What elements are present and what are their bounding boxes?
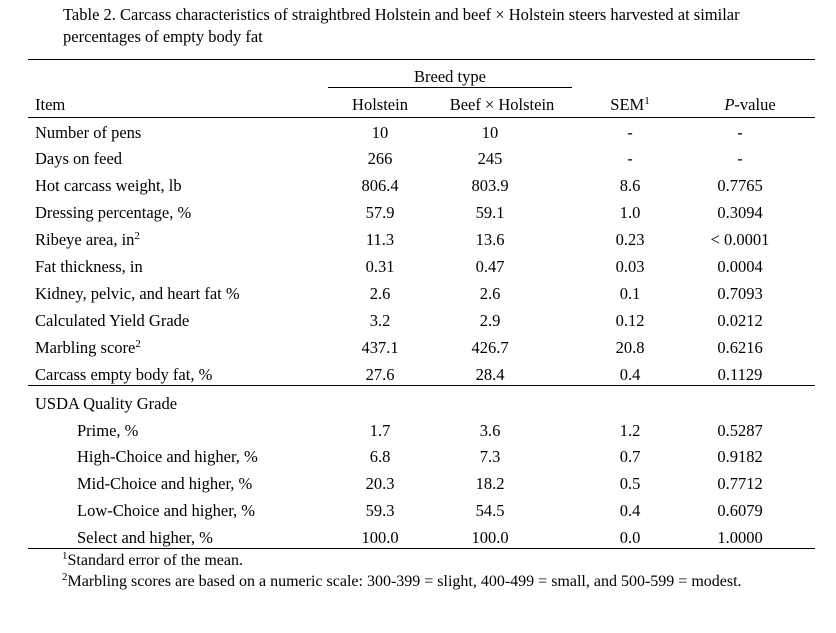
quality-row-holstein-value: 59.3 xyxy=(365,501,395,520)
row-sem-value: - xyxy=(627,123,633,142)
row-holstein-value: 11.3 xyxy=(365,230,395,249)
row-item-label xyxy=(35,365,212,385)
row-holstein-value: 437.1 xyxy=(361,338,399,357)
row-pvalue: 0.1129 xyxy=(717,365,763,384)
breed-type-header: Breed type xyxy=(414,67,486,86)
row-item-label xyxy=(35,149,122,169)
row-holstein-value: 266 xyxy=(367,149,393,168)
quality-row-sem-value: 0.5 xyxy=(619,474,641,493)
quality-section-label: USDA Quality Grade xyxy=(35,394,178,413)
quality-row-item-text: Mid-Choice and higher, % xyxy=(77,474,253,493)
sem-footnote-marker: 1 xyxy=(644,95,650,107)
row-item-label xyxy=(35,311,189,331)
quality-row-item-text: Select and higher, % xyxy=(77,528,213,547)
bottom-rule xyxy=(28,548,815,549)
footnote-1 xyxy=(62,551,782,571)
row-item-footnote-marker: 2 xyxy=(135,338,141,350)
row-item-text: Kidney, pelvic, and heart fat % xyxy=(35,284,240,303)
footnote-mark-2: 2 xyxy=(62,571,68,583)
row-sem-value: 1.0 xyxy=(619,203,641,222)
row-item-text: Number of pens xyxy=(35,123,142,142)
row-holstein-value: 27.6 xyxy=(365,365,395,384)
breed-type-rule xyxy=(328,87,572,88)
quality-row-pvalue: 0.9182 xyxy=(717,447,763,466)
row-item-label xyxy=(35,338,141,358)
row-sem-value: 0.23 xyxy=(615,230,645,249)
quality-row-beef-holstein-value: 3.6 xyxy=(479,421,501,440)
quality-row-beef-holstein-value: 7.3 xyxy=(479,447,501,466)
row-pvalue: - xyxy=(737,149,743,168)
quality-row-sem-value: 0.7 xyxy=(619,447,641,466)
row-item-footnote-marker: 2 xyxy=(134,230,140,242)
row-item-label xyxy=(35,257,143,277)
row-pvalue: 0.7093 xyxy=(717,284,763,303)
row-beef-holstein-value: 59.1 xyxy=(475,203,505,222)
quality-row-holstein-value: 100.0 xyxy=(361,528,399,547)
row-beef-holstein-value: 245 xyxy=(477,149,503,168)
pvalue-header xyxy=(705,95,795,115)
row-holstein-value: 57.9 xyxy=(365,203,395,222)
header-rule xyxy=(28,117,815,118)
row-pvalue: 0.0212 xyxy=(717,311,763,330)
quality-row-holstein-value: 6.8 xyxy=(369,447,391,466)
row-sem-value: 0.03 xyxy=(615,257,645,276)
quality-row-pvalue: 0.6079 xyxy=(717,501,763,520)
row-item-label xyxy=(35,203,191,223)
row-sem-value: 0.1 xyxy=(619,284,641,303)
row-holstein-value: 2.6 xyxy=(369,284,391,303)
quality-row-item-label xyxy=(77,447,258,467)
row-item-text: Days on feed xyxy=(35,149,123,168)
row-beef-holstein-value: 10 xyxy=(481,123,499,142)
quality-row-item-label xyxy=(77,501,255,521)
quality-row-pvalue: 0.7712 xyxy=(717,474,763,493)
row-sem-value: 0.4 xyxy=(619,365,641,384)
row-item-label xyxy=(35,284,240,304)
quality-row-beef-holstein-value: 18.2 xyxy=(475,474,505,493)
quality-row-item-text: High-Choice and higher, % xyxy=(77,447,258,466)
row-pvalue: - xyxy=(737,123,743,142)
row-pvalue: 0.3094 xyxy=(717,203,763,222)
pvalue-header-rest: -value xyxy=(734,95,776,114)
quality-row-item-text: Prime, % xyxy=(77,421,139,440)
row-holstein-value: 3.2 xyxy=(369,311,391,330)
row-sem-value: - xyxy=(627,149,633,168)
row-beef-holstein-value: 0.47 xyxy=(475,257,505,276)
row-holstein-value: 0.31 xyxy=(365,257,395,276)
row-beef-holstein-value: 803.9 xyxy=(471,176,509,195)
quality-row-pvalue: 0.5287 xyxy=(717,421,763,440)
row-sem-value: 8.6 xyxy=(619,176,641,195)
quality-row-pvalue: 1.0000 xyxy=(717,528,763,547)
row-sem-value: 0.12 xyxy=(615,311,645,330)
table-caption: Table 2. Carcass characteristics of straightbred Holstein and beef × Holstein steers harvested at similar percentages of empty body fat xyxy=(63,5,740,46)
row-beef-holstein-value: 426.7 xyxy=(471,338,509,357)
footnote-text-2: Marbling scores are based on a numeric scale: 300-399 = slight, 400-499 = small, and 500-599 = modest. xyxy=(67,573,742,590)
row-item-text: Fat thickness, in xyxy=(35,257,143,276)
row-beef-holstein-value: 2.9 xyxy=(479,311,501,330)
quality-row-beef-holstein-value: 54.5 xyxy=(475,501,505,520)
footnote-2 xyxy=(62,572,782,592)
top-rule xyxy=(28,59,815,60)
beef-holstein-header: Beef × Holstein xyxy=(449,95,555,114)
row-beef-holstein-value: 28.4 xyxy=(475,365,505,384)
footnote-mark-1: 1 xyxy=(62,550,68,562)
row-item-label xyxy=(35,230,140,250)
row-holstein-value: 806.4 xyxy=(361,176,399,195)
quality-row-sem-value: 0.4 xyxy=(619,501,641,520)
row-sem-value: 20.8 xyxy=(615,338,645,357)
row-item-text: Carcass empty body fat, % xyxy=(35,365,213,384)
footnote-text-1: Standard error of the mean. xyxy=(67,552,243,569)
row-item-text: Marbling score xyxy=(35,338,136,357)
item-header: Item xyxy=(35,95,66,114)
quality-row-item-text: Low-Choice and higher, % xyxy=(77,501,256,520)
row-item-text: Ribeye area, in xyxy=(35,230,135,249)
holstein-header: Holstein xyxy=(352,95,408,114)
row-pvalue: < 0.0001 xyxy=(710,230,770,249)
sem-header-label: SEM xyxy=(610,95,645,114)
row-beef-holstein-value: 13.6 xyxy=(475,230,505,249)
quality-row-item-label xyxy=(77,421,138,441)
sem-header xyxy=(600,95,660,115)
quality-row-holstein-value: 20.3 xyxy=(365,474,395,493)
row-item-label xyxy=(35,123,141,143)
row-beef-holstein-value: 2.6 xyxy=(479,284,501,303)
row-item-text: Hot carcass weight, lb xyxy=(35,176,182,195)
row-holstein-value: 10 xyxy=(371,123,389,142)
quality-row-holstein-value: 1.7 xyxy=(369,421,391,440)
row-item-label xyxy=(35,176,182,196)
quality-row-sem-value: 0.0 xyxy=(619,528,641,547)
section-rule xyxy=(28,385,815,386)
quality-row-sem-value: 1.2 xyxy=(619,421,641,440)
row-pvalue: 0.0004 xyxy=(717,257,763,276)
row-item-text: Dressing percentage, % xyxy=(35,203,192,222)
row-pvalue: 0.7765 xyxy=(717,176,763,195)
row-item-text: Calculated Yield Grade xyxy=(35,311,190,330)
pvalue-header-p: P xyxy=(724,95,735,114)
quality-row-item-label xyxy=(77,474,252,494)
quality-row-item-label xyxy=(77,528,213,548)
quality-row-beef-holstein-value: 100.0 xyxy=(471,528,509,547)
row-pvalue: 0.6216 xyxy=(717,338,763,357)
